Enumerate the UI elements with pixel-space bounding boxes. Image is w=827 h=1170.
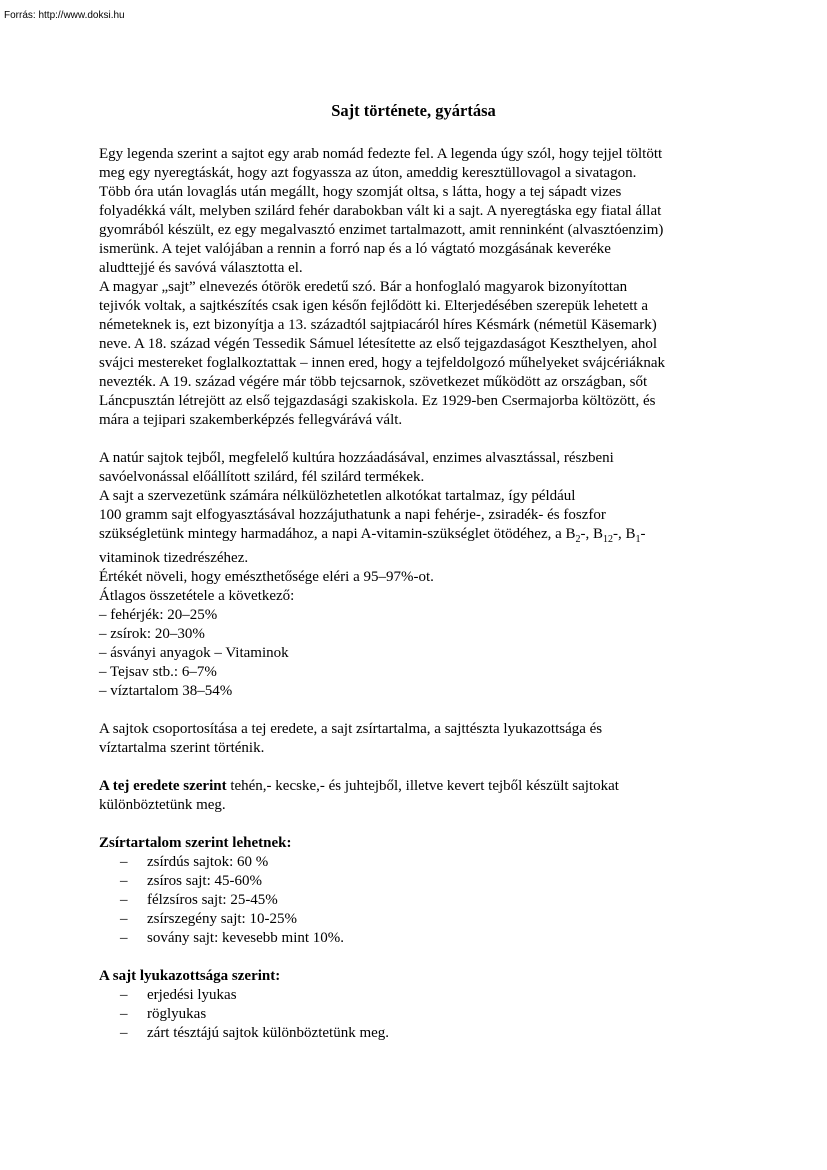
- text-line: svájci mestereket foglalkoztattak – innen ered, hogy a tejfeldolgozó műhelyeket svájcériáknak: [99, 355, 666, 371]
- milk-origin-paragraph: [99, 777, 739, 815]
- text-line: különböztetünk meg.: [99, 797, 226, 813]
- subscript-b2: 2: [575, 534, 581, 545]
- document-body: [99, 145, 739, 1043]
- vitamin-text: -, B: [580, 526, 604, 542]
- composition-item: – víztartalom 38–54%: [99, 683, 233, 699]
- text-line: A natúr sajtok tejből, megfelelő kultúra hozzáadásával, enzimes alvasztással, részbeni: [99, 450, 614, 466]
- vitamin-text: szükségletünk mintegy harmadához, a napi A-vitamin-szükséglet ötödéhez, a B: [99, 526, 576, 542]
- text-line: vitaminok tizedrészéhez.: [99, 550, 249, 566]
- holes-section: [99, 967, 739, 1043]
- text-line: savóelvonással előállított szilárd, fél szilárd termékek.: [99, 469, 425, 485]
- source-line: Forrás: http://www.doksi.hu: [4, 10, 125, 21]
- dash-bullet: –: [120, 1006, 128, 1022]
- dash-bullet: –: [120, 911, 128, 927]
- text-line: tejivók voltak, a sajtkészítés csak igen későn fejlődött ki. Elterjedésében szerepük lehetett a: [99, 298, 648, 314]
- text-line: Láncpusztán létrejött az első tejgazdasági szakiskola. Ez 1929-ben Csermajorba költözött, és: [99, 393, 656, 409]
- subscript-b12: 12: [603, 534, 614, 545]
- vitamin-line: [99, 525, 739, 549]
- list-item: [120, 910, 739, 929]
- text-line: Több óra után lovaglás után megállt, hogy szomját oltsa, s látta, hogy a tej sápadt vizes: [99, 184, 622, 200]
- list-item: [120, 929, 739, 948]
- dash-bullet: –: [120, 873, 128, 889]
- text-line: A sajtok csoportosítása a tej eredete, a sajt zsírtartalma, a sajttészta lyukazottsága és: [99, 721, 603, 737]
- text-line: aludttejjé és savóvá választotta el.: [99, 260, 303, 276]
- milk-origin-text: tehén,- kecske,- és juhtejből, illetve kevert tejből készült sajtokat: [226, 778, 619, 794]
- history-paragraph: [99, 278, 739, 430]
- dash-bullet: –: [120, 892, 128, 908]
- holes-list: [99, 986, 739, 1043]
- composition-intro: Átlagos összetétele a következő:: [99, 588, 295, 604]
- text-line: gyomrából készült, ez egy megalvasztó enzimet tartalmazott, amit renninként (alvasztóenzim): [99, 222, 664, 238]
- text-line: nevezték. A 19. század végére már több tejcsarnok, szövetkezet működött az országban, sőt: [99, 374, 648, 390]
- definition-paragraph: [99, 449, 739, 701]
- list-item: [120, 872, 739, 891]
- text-line: 100 gramm sajt elfogyasztásával hozzájuthatunk a napi fehérje-, zsiradék- és foszfor: [99, 507, 606, 523]
- list-item-text: zárt tésztájú sajtok különböztetünk meg.: [147, 1025, 390, 1041]
- dash-bullet: –: [120, 854, 128, 870]
- list-item-text: sovány sajt: kevesebb mint 10%.: [147, 930, 345, 946]
- fat-content-heading: Zsírtartalom szerint lehetnek:: [99, 835, 292, 851]
- list-item-text: zsírszegény sajt: 10-25%: [147, 911, 297, 927]
- fat-content-list: [99, 853, 739, 948]
- text-line: A magyar „sajt” elnevezés ótörök eredetű szó. Bár a honfoglaló magyarok bizonyítottan: [99, 279, 628, 295]
- vitamin-text: -, B: [613, 526, 636, 542]
- list-item-text: röglyukas: [147, 1006, 207, 1022]
- dash-bullet: –: [120, 1025, 128, 1041]
- list-item-text: zsírdús sajtok: 60 %: [147, 854, 269, 870]
- list-item: [120, 1005, 739, 1024]
- text-line: víztartalma szerint történik.: [99, 740, 265, 756]
- intro-paragraph: [99, 145, 739, 278]
- text-line: Egy legenda szerint a sajtot egy arab nomád fedezte fel. A legenda úgy szól, hogy tejjel töltött: [99, 146, 663, 162]
- fat-content-section: [99, 834, 739, 948]
- subscript-b1: 1: [635, 534, 641, 545]
- text-line: ismerünk. A tejet valójában a rennin a forró nap és a ló vágtató mozgásának keveréke: [99, 241, 611, 257]
- text-line: meg egy nyeregtáskát, hogy azt fogyassza az úton, ameddig keresztüllovagol a sivatagon.: [99, 165, 637, 181]
- holes-heading: A sajt lyukazottsága szerint:: [99, 968, 281, 984]
- grouping-paragraph: [99, 720, 739, 758]
- page-title: Sajt története, gyártása: [331, 101, 496, 120]
- text-line: folyadékká vált, melyben szilárd fehér darabokban vált ki a sajt. A nyeregtáska egy fiatal állat: [99, 203, 662, 219]
- text-line: neve. A 18. század végén Tessedik Sámuel létesítette az első tejgazdaságot Keszthelyen, ahol: [99, 336, 658, 352]
- vitamin-text: -: [640, 526, 646, 542]
- list-item-text: zsíros sajt: 45-60%: [147, 873, 262, 889]
- dash-bullet: –: [120, 987, 128, 1003]
- list-item-text: félzsíros sajt: 25-45%: [147, 892, 278, 908]
- composition-item: – fehérjék: 20–25%: [99, 607, 218, 623]
- list-item: [120, 853, 739, 872]
- text-line: A sajt a szervezetünk számára nélkülözhetetlen alkotókat tartalmaz, így például: [99, 488, 576, 504]
- milk-origin-line: [99, 777, 739, 796]
- composition-item: – Tejsav stb.: 6–7%: [99, 664, 217, 680]
- dash-bullet: –: [120, 930, 128, 946]
- list-item: [120, 986, 739, 1005]
- composition-item: – zsírok: 20–30%: [99, 626, 205, 642]
- text-line: mára a tejipari szakemberképzés fellegvárává vált.: [99, 412, 403, 428]
- milk-origin-lead: A tej eredete szerint: [99, 778, 227, 794]
- list-item: [120, 891, 739, 910]
- list-item: [120, 1024, 739, 1043]
- list-item-text: erjedési lyukas: [147, 987, 237, 1003]
- digestibility-line: Értékét növeli, hogy emészthetősége eléri a 95–97%-ot.: [99, 569, 434, 585]
- text-line: németeknek is, ezt bizonyítja a 13. századtól sajtpiacáról híres Késmárk (németül Käsemark): [99, 317, 657, 333]
- composition-item: – ásványi anyagok – Vitaminok: [99, 645, 289, 661]
